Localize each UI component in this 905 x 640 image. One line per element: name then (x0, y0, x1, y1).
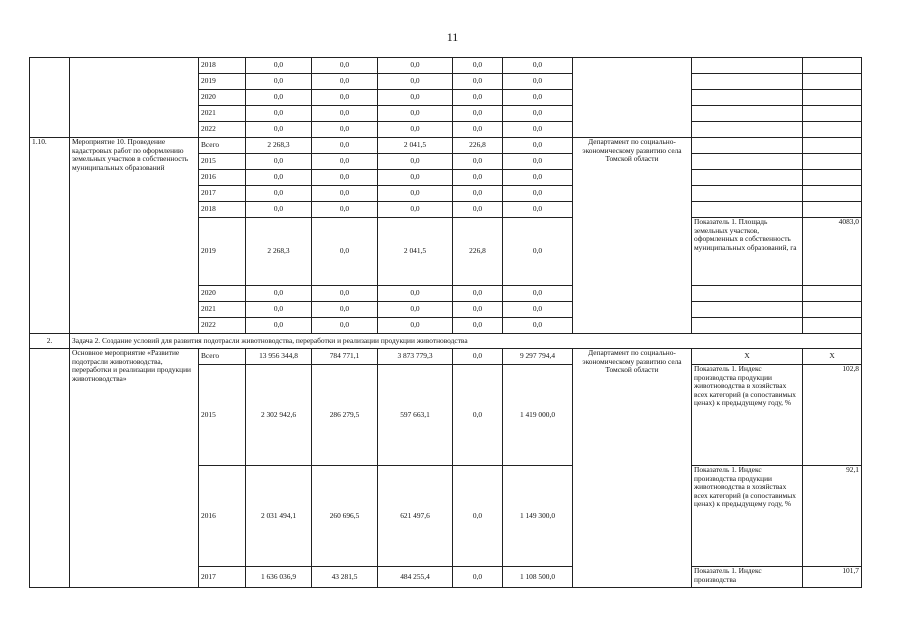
offbudget-cell: 1 108 500,0 (503, 567, 573, 588)
year-cell: 2019 (199, 74, 246, 90)
regional-cell: 0,0 (378, 90, 453, 106)
local-cell: 0,0 (453, 567, 503, 588)
empty-department-cell (573, 58, 692, 138)
offbudget-cell: 0,0 (503, 138, 573, 154)
empty-num-cell (30, 349, 70, 588)
year-cell: 2017 (199, 186, 246, 202)
empty-indicator-cell (692, 138, 803, 154)
empty-indicator-cell (692, 302, 803, 318)
total-cell: 0,0 (246, 90, 312, 106)
local-cell: 0,0 (453, 286, 503, 302)
local-cell: 0,0 (453, 74, 503, 90)
local-cell: 0,0 (453, 186, 503, 202)
year-cell: 2022 (199, 122, 246, 138)
federal-cell: 0,0 (312, 138, 378, 154)
local-cell: 0,0 (453, 58, 503, 74)
total-cell: 2 268,3 (246, 138, 312, 154)
empty-indicator-cell (692, 318, 803, 334)
offbudget-cell: 0,0 (503, 122, 573, 138)
empty-indicator-cell (692, 154, 803, 170)
federal-cell: 0,0 (312, 154, 378, 170)
empty-num-cell (30, 58, 70, 138)
page-number: 11 (446, 30, 459, 44)
total-cell: 2 031 494,1 (246, 466, 312, 567)
local-cell: 0,0 (453, 466, 503, 567)
local-cell: 0,0 (453, 365, 503, 466)
local-cell: 0,0 (453, 349, 503, 365)
federal-cell: 0,0 (312, 106, 378, 122)
year-cell: 2015 (199, 365, 246, 466)
total-cell: 0,0 (246, 286, 312, 302)
federal-cell: 0,0 (312, 58, 378, 74)
local-cell: 226,8 (453, 138, 503, 154)
local-cell: 226,8 (453, 218, 503, 286)
total-cell: 0,0 (246, 106, 312, 122)
total-cell: 0,0 (246, 202, 312, 218)
year-cell: 2016 (199, 170, 246, 186)
year-cell: 2017 (199, 567, 246, 588)
regional-cell: 0,0 (378, 74, 453, 90)
empty-value-cell (803, 122, 862, 138)
empty-value-cell (803, 106, 862, 122)
local-cell: 0,0 (453, 302, 503, 318)
department-cell: Департамент по социально-экономическому развитию села Томской области (573, 138, 692, 334)
indicator-value: 4083,0 (803, 218, 862, 286)
regional-cell: 597 663,1 (378, 365, 453, 466)
indicator-value: 92,1 (803, 466, 862, 567)
local-cell: 0,0 (453, 106, 503, 122)
local-cell: 0,0 (453, 122, 503, 138)
year-cell: 2018 (199, 58, 246, 74)
indicator-value: 102,8 (803, 365, 862, 466)
federal-cell: 0,0 (312, 302, 378, 318)
year-cell: 2016 (199, 466, 246, 567)
federal-cell: 0,0 (312, 318, 378, 334)
regional-cell: 0,0 (378, 302, 453, 318)
empty-indicator-cell (692, 286, 803, 302)
empty-value-cell (803, 74, 862, 90)
empty-indicator-cell (692, 122, 803, 138)
federal-cell: 286 279,5 (312, 365, 378, 466)
federal-cell: 0,0 (312, 74, 378, 90)
indicator-value: 101,7 (803, 567, 862, 588)
year-cell: 2020 (199, 286, 246, 302)
federal-cell: 0,0 (312, 170, 378, 186)
year-cell: 2020 (199, 90, 246, 106)
offbudget-cell: 0,0 (503, 286, 573, 302)
empty-indicator-cell (692, 58, 803, 74)
regional-cell: 0,0 (378, 154, 453, 170)
measure-name: Мероприятие 10. Проведение кадастровых работ по оформлению земельных участков в собственность муниципальных образований (70, 138, 199, 334)
regional-cell: 0,0 (378, 122, 453, 138)
year-cell: 2019 (199, 218, 246, 286)
empty-indicator-cell (692, 202, 803, 218)
regional-cell: 0,0 (378, 58, 453, 74)
empty-value-cell (803, 58, 862, 74)
empty-indicator-cell (692, 186, 803, 202)
empty-value-cell (803, 138, 862, 154)
indicator-text: Показатель 1. Индекс производства продукции животноводства в хозяйствах всех категорий (в сопоставимых ценах) к предыдущему году, % (692, 466, 803, 567)
offbudget-cell: 9 297 794,4 (503, 349, 573, 365)
total-cell: 1 636 036,9 (246, 567, 312, 588)
local-cell: 0,0 (453, 318, 503, 334)
regional-cell: 3 873 779,3 (378, 349, 453, 365)
regional-cell: 0,0 (378, 106, 453, 122)
year-cell: 2021 (199, 106, 246, 122)
local-cell: 0,0 (453, 154, 503, 170)
federal-cell: 0,0 (312, 218, 378, 286)
total-cell: 0,0 (246, 318, 312, 334)
total-cell: 2 302 942,6 (246, 365, 312, 466)
offbudget-cell: 0,0 (503, 170, 573, 186)
indicator-text: Показатель 1. Индекс производства (692, 567, 803, 588)
offbudget-cell: 0,0 (503, 90, 573, 106)
regional-cell: 0,0 (378, 202, 453, 218)
total-cell: 2 268,3 (246, 218, 312, 286)
federal-cell: 0,0 (312, 122, 378, 138)
federal-cell: 784 771,1 (312, 349, 378, 365)
empty-value-cell (803, 170, 862, 186)
empty-value-cell (803, 202, 862, 218)
year-cell: 2018 (199, 202, 246, 218)
total-cell: 13 956 344,8 (246, 349, 312, 365)
total-cell: 0,0 (246, 122, 312, 138)
empty-indicator-cell (692, 74, 803, 90)
department-cell: Департамент по социально-экономическому развитию села Томской области (573, 349, 692, 588)
program-measures-table (29, 57, 862, 588)
regional-cell: 621 497,6 (378, 466, 453, 567)
offbudget-cell: 0,0 (503, 202, 573, 218)
total-cell: 0,0 (246, 74, 312, 90)
offbudget-cell: 0,0 (503, 74, 573, 90)
empty-value-cell (803, 286, 862, 302)
table-row (30, 334, 862, 349)
offbudget-cell: 1 419 000,0 (503, 365, 573, 466)
total-cell: 0,0 (246, 170, 312, 186)
task-number: 2. (30, 334, 70, 349)
indicator-text: Показатель 1. Площадь земельных участков, оформленных в собственность муниципальных образований, га (692, 218, 803, 286)
regional-cell: 0,0 (378, 286, 453, 302)
x-mark-cell: Х (692, 349, 803, 365)
total-cell: 0,0 (246, 154, 312, 170)
federal-cell: 43 281,5 (312, 567, 378, 588)
local-cell: 0,0 (453, 202, 503, 218)
offbudget-cell: 0,0 (503, 218, 573, 286)
regional-cell: 0,0 (378, 318, 453, 334)
federal-cell: 0,0 (312, 90, 378, 106)
year-cell: Всего (199, 349, 246, 365)
empty-name-cell (70, 58, 199, 138)
total-cell: 0,0 (246, 186, 312, 202)
regional-cell: 484 255,4 (378, 567, 453, 588)
indicator-text: Показатель 1. Индекс производства продукции животноводства в хозяйствах всех категорий (в сопоставимых ценах) к предыдущему году, % (692, 365, 803, 466)
offbudget-cell: 0,0 (503, 318, 573, 334)
table-row (30, 349, 862, 365)
empty-indicator-cell (692, 106, 803, 122)
main-measure-name: Основное мероприятие «Развитие подотрасли животноводства, переработки и реализации продукции животноводства» (70, 349, 199, 588)
federal-cell: 0,0 (312, 286, 378, 302)
federal-cell: 0,0 (312, 186, 378, 202)
task-title: Задача 2. Создание условий для развития подотрасли животноводства, переработки и реализации продукции животноводства (70, 334, 862, 349)
local-cell: 0,0 (453, 170, 503, 186)
local-cell: 0,0 (453, 90, 503, 106)
table-row (30, 138, 862, 154)
regional-cell: 0,0 (378, 186, 453, 202)
federal-cell: 260 696,5 (312, 466, 378, 567)
year-cell: 2021 (199, 302, 246, 318)
empty-indicator-cell (692, 90, 803, 106)
regional-cell: 2 041,5 (378, 218, 453, 286)
offbudget-cell: 0,0 (503, 302, 573, 318)
regional-cell: 0,0 (378, 170, 453, 186)
total-cell: 0,0 (246, 58, 312, 74)
table-row (30, 58, 862, 74)
federal-cell: 0,0 (312, 202, 378, 218)
year-cell: 2022 (199, 318, 246, 334)
offbudget-cell: 0,0 (503, 106, 573, 122)
offbudget-cell: 0,0 (503, 154, 573, 170)
empty-value-cell (803, 186, 862, 202)
empty-value-cell (803, 90, 862, 106)
empty-value-cell (803, 154, 862, 170)
offbudget-cell: 0,0 (503, 58, 573, 74)
empty-value-cell (803, 302, 862, 318)
year-cell: Всего (199, 138, 246, 154)
offbudget-cell: 1 149 300,0 (503, 466, 573, 567)
measure-number: 1.10. (30, 138, 70, 334)
year-cell: 2015 (199, 154, 246, 170)
empty-indicator-cell (692, 170, 803, 186)
offbudget-cell: 0,0 (503, 186, 573, 202)
total-cell: 0,0 (246, 302, 312, 318)
empty-value-cell (803, 318, 862, 334)
regional-cell: 2 041,5 (378, 138, 453, 154)
x-mark-cell: Х (803, 349, 862, 365)
